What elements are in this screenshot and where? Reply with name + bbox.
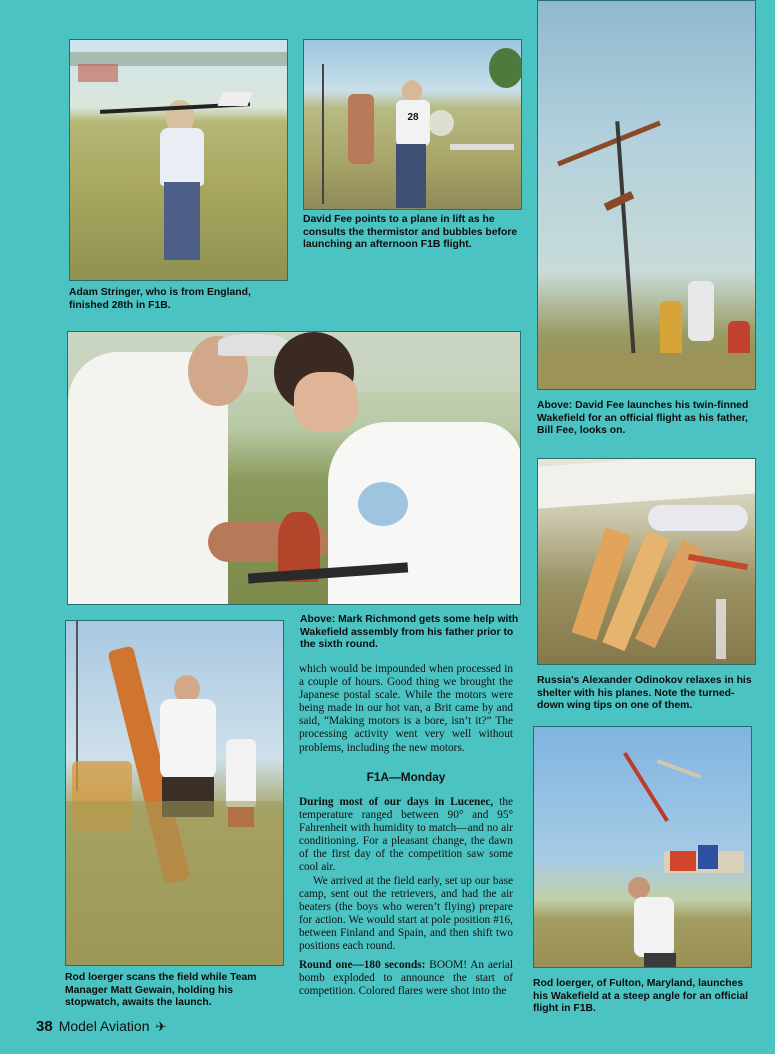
photo-rod-scans-field (65, 620, 284, 966)
article-column (299, 663, 513, 755)
article-column-continued (299, 796, 513, 998)
paragraph-2-lead: During most of our days in Lucenec, (299, 796, 494, 808)
caption-adam-stringer: Adam Stringer, who is from England, finished 28th in F1B. (69, 287, 251, 311)
caption-rod-fulton: Rod loerger, of Fulton, Maryland, launches his Wakefield at a steep angle for an official flight in F1B. (533, 978, 748, 1014)
photo-rod-fulton-launch (533, 726, 752, 968)
photo-david-fee-points (303, 39, 522, 210)
article-paragraph-3: We arrived at the field early, set up our base camp, sent out the retrievers, and had the air beaters (the boys who weren’t flying) prepare for action. We would start at pole position #16, between Finland and Spain, and then shift two positions each round. (299, 874, 513, 953)
article-paragraph-2 (299, 796, 513, 875)
photo-mark-richmond (67, 331, 521, 605)
photo-adam-stringer (69, 39, 288, 281)
magazine-name: Model Aviation (58, 1018, 150, 1034)
article-paragraph-4 (299, 959, 513, 998)
page-footer (36, 1018, 166, 1035)
caption-twin-finned: Above: David Fee launches his twin-finned Wakefield for an official flight as his father, Bill Fee, looks on. (537, 400, 749, 436)
article-paragraph-1: which would be impounded when processed in a couple of hours. Good thing we brought the Japanese postal scale. While the motors were being made in our hot van, a Brit came by and said, “Making motors is a bore, isn’t it?” The processing activity went very well without problems, including the new motors. (299, 663, 513, 754)
caption-mark-richmond: Above: Mark Richmond gets some help with Wakefield assembly from his father prior to the sixth round. (300, 614, 519, 650)
photo-alexander-odinokov (537, 458, 756, 665)
paragraph-2-rest: the temperature ranged between 90° and 95° Fahrenheit with humidity to match—and no air conditioning. For a pleasant change, the dawn of the first day of the competition saw some cool air. (299, 796, 513, 874)
photo-twin-finned-launch (537, 0, 756, 390)
airplane-icon: ✈ (155, 1019, 167, 1034)
section-heading-f1a-monday: F1A—Monday (366, 770, 446, 784)
paragraph-4-rest: BOOM! An aerial bomb exploded to announce the start of competition. Colored flares were shot into the (299, 959, 513, 998)
page-number: 38 (36, 1018, 53, 1035)
paragraph-4-lead: Round one—180 seconds: (299, 959, 426, 972)
caption-david-fee-points: David Fee points to a plane in lift as he consults the thermistor and bubbles before launching an afternoon F1B flight. (303, 214, 518, 250)
bib-number: 28 (407, 112, 419, 123)
caption-russia-odinokov: Russia's Alexander Odinokov relaxes in his shelter with his planes. Note the turned-down wing tips on one of them. (537, 675, 752, 711)
caption-rod-scans: Rod loerger scans the field while Team Manager Matt Gewain, holding his stopwatch, awaits the launch. (65, 972, 257, 1008)
